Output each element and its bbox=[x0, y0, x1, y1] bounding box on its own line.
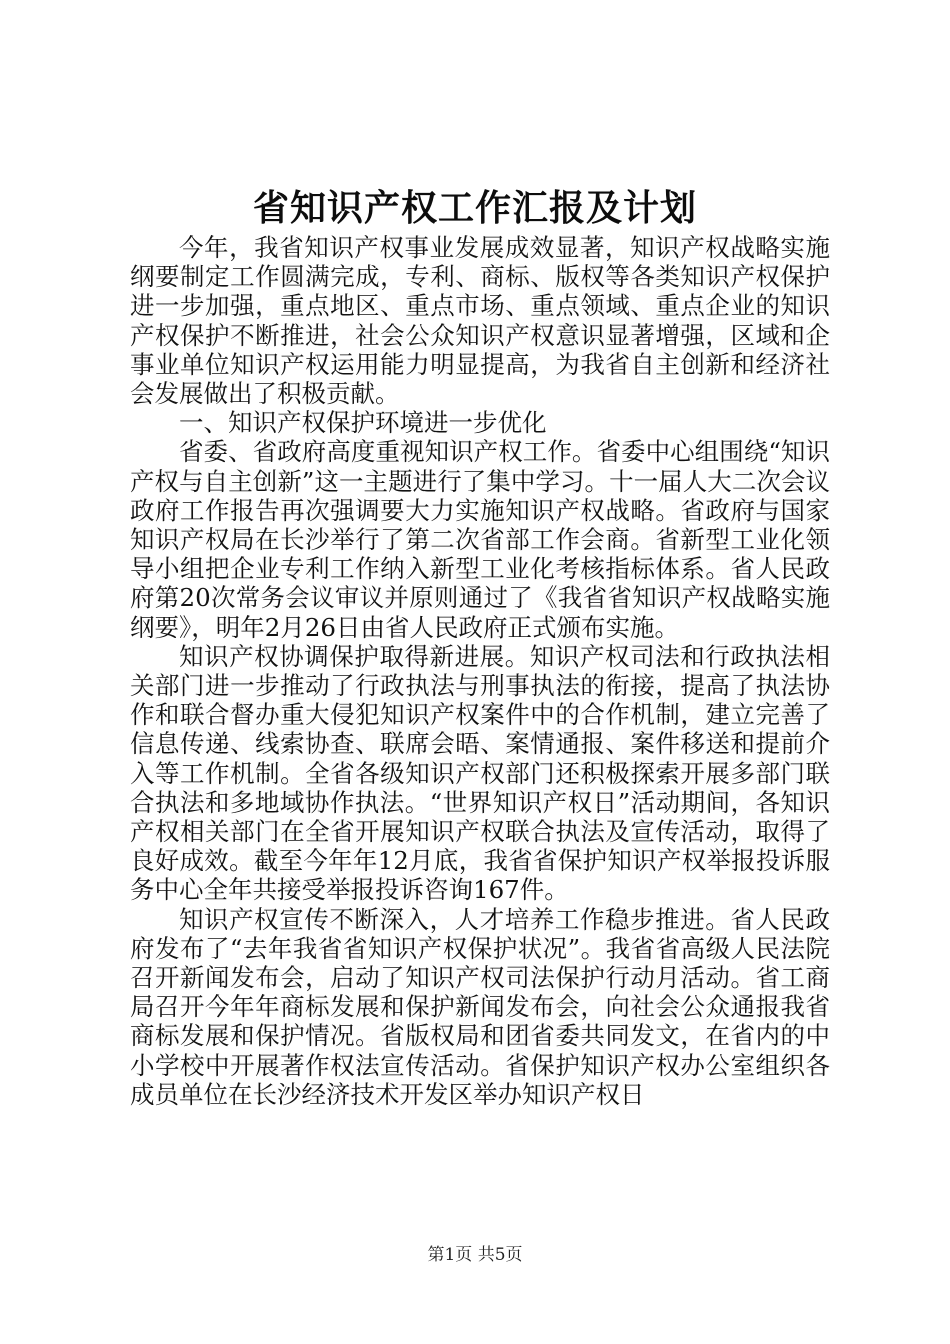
paragraph-coordination: 知识产权协调保护取得新进展。知识产权司法和行政执法相关部门进一步推动了行政执法与刑事执法的衔接，提高了执法协作和联合督办重大侵犯知识产权案件中的合作机制，建立完善了信息传递、线索协查、联席会晤、案情通报、案件移送和提前介入等工作机制。全省各级知识产权部门还积极探索开展多部门联合执法和多地域协作执法。“世界知识产权日”活动期间，各知识产权相关部门在全省开展知识产权联合执法及宣传活动，取得了良好成效。截至今年年12月底，我省省保护知识产权举报投诉服务中心全年共接受举报投诉咨询167件。 bbox=[130, 641, 830, 905]
document-body bbox=[130, 233, 830, 1109]
paragraph-publicity: 知识产权宣传不断深入，人才培养工作稳步推进。省人民政府发布了“去年我省省知识产权保护状况”。我省省高级人民法院召开新闻发布会，启动了知识产权司法保护行动月活动。省工商局召开今年年商标发展和保护新闻发布会，向社会公众通报我省商标发展和保护情况。省版权局和团省委共同发文，在省内的中小学校中开展著作权法宣传活动。省保护知识产权办公室组织各成员单位在长沙经济技术开发区举办知识产权日 bbox=[130, 904, 830, 1109]
paragraph-leadership: 省委、省政府高度重视知识产权工作。省委中心组围绕“知识产权与自主创新”这一主题进行了集中学习。十一届人大二次会议政府工作报告再次强调要大力实施知识产权战略。省政府与国家知识产权局在长沙举行了第二次省部工作会商。省新型工业化领导小组把企业专利工作纳入新型工业化考核指标体系。省人民政府第20次常务会议审议并原则通过了《我省省知识产权战略实施纲要》，明年2月26日由省人民政府正式颁布实施。 bbox=[130, 437, 830, 642]
paragraph-intro: 今年，我省知识产权事业发展成效显著，知识产权战略实施纲要制定工作圆满完成，专利、商标、版权等各类知识产权保护进一步加强，重点地区、重点市场、重点领域、重点企业的知识产权保护不断推进，社会公众知识产权意识显著增强，区域和企事业单位知识产权运用能力明显提高，为我省自主创新和经济社会发展做出了积极贡献。 bbox=[130, 233, 830, 409]
page-number-footer: 第1页 共5页 bbox=[427, 1245, 523, 1265]
section-heading: 一、知识产权保护环境进一步优化 bbox=[179, 408, 547, 438]
document-title: 省知识产权工作汇报及计划 bbox=[252, 187, 697, 229]
